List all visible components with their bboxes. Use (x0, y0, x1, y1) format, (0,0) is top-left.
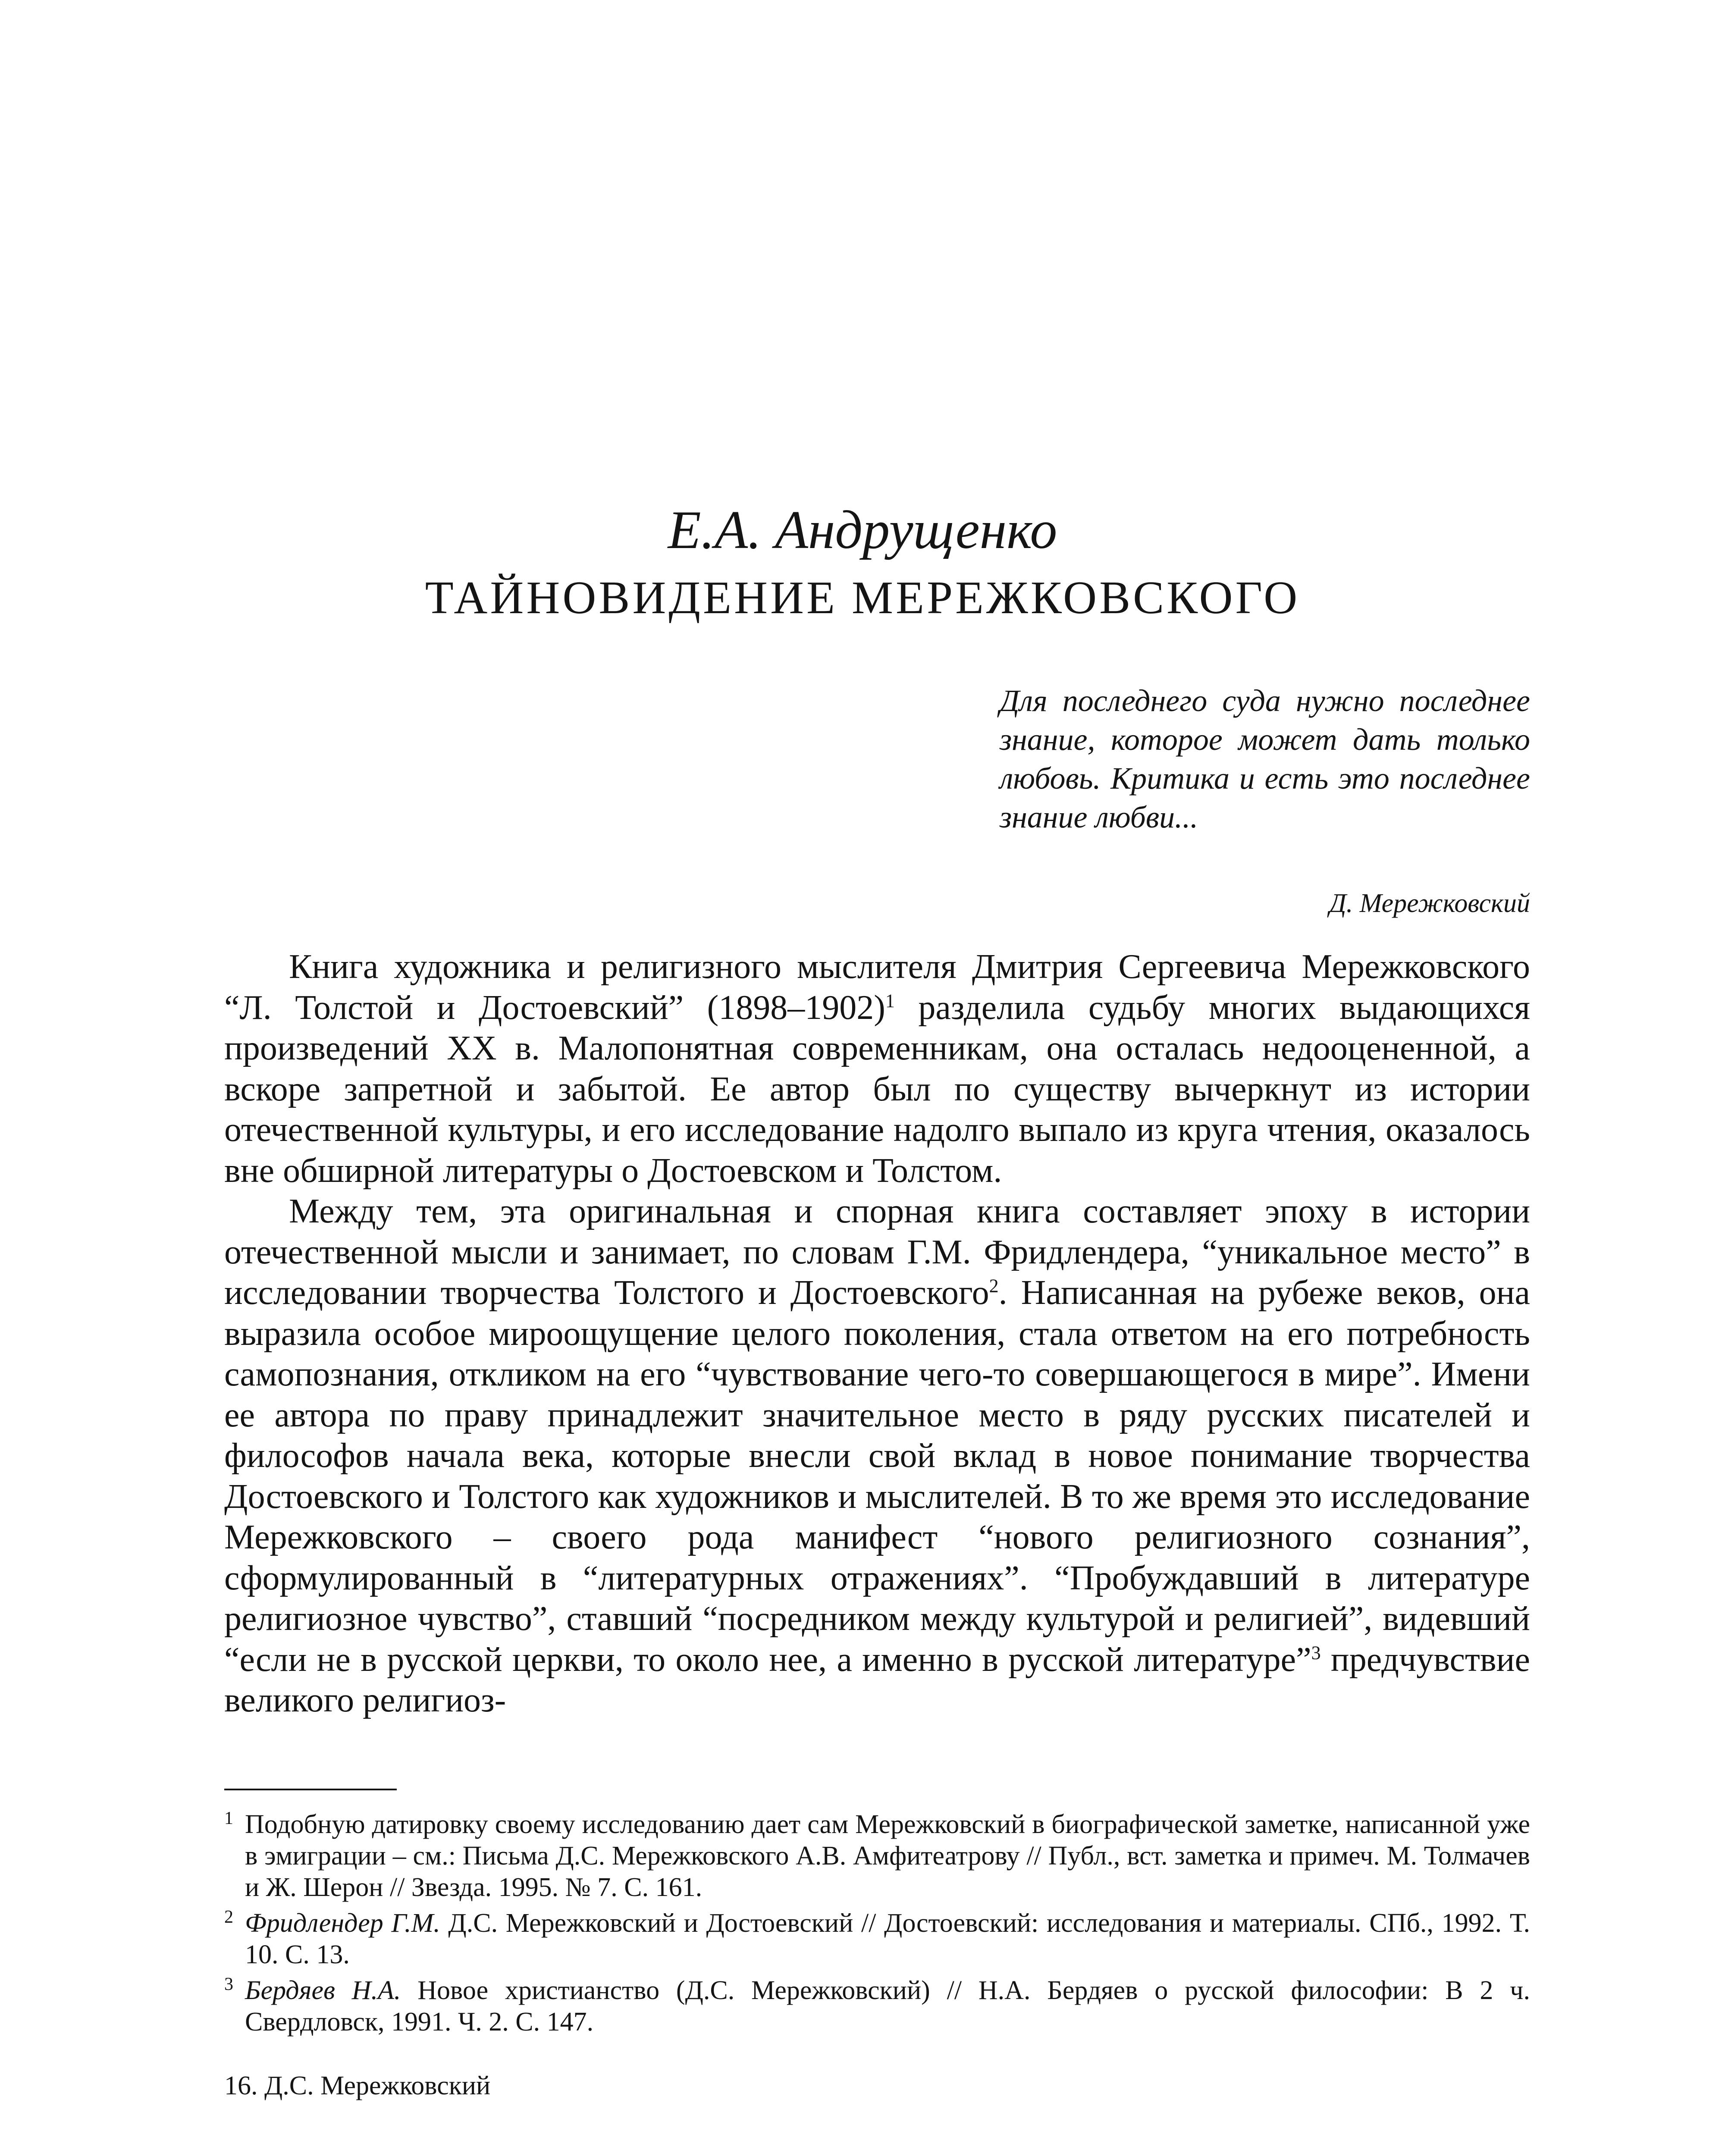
footnotes (224, 1809, 1530, 2042)
footnote-3-author: Бердяев Н.А. (245, 1976, 401, 2005)
paragraph-2-text-b: . Написанная на рубеже веков, она выразила особое мироощущение целого поколения, стала ответом на его потребность самопознания, откликом на его “чувствование чего-то совершающегося в мире”. Имени ее автора по праву принадлежит значительное место в ряду русских писателей и философов начала века, которые внесли свой вклад в новое понимание творчества Достоевского и Толстого как художников и мыслителей. В то же время это исследование Мережковского – своего рода манифест “нового религиозного сознания”, сформулированный в “литературных отражениях”. “Пробуждавший в литературе религиозное чувство”, ставший “посредником между культурой и религией”, видевший “если не в русской церкви, то около нее, а именно в русской литературе” (224, 1274, 1531, 1679)
article-title: ТАЙНОВИДЕНИЕ МЕРЕЖКОВСКОГО (425, 572, 1300, 624)
epigraph-source: Д. Мережковский (1329, 889, 1530, 918)
footnote-separator (224, 1789, 397, 1790)
footnote-3-number: 3 (224, 1974, 233, 1994)
epigraph-text: Для последнего суда нужно последнее знание, которое может дать только любовь. Критика и есть это последнее знание любви... (1000, 683, 1530, 834)
footnote-2 (224, 1908, 1530, 1971)
paragraph-2-text-c: предчувствие великого религиоз- (224, 1640, 1531, 1719)
footnote-1 (224, 1809, 1530, 1903)
footnote-3-text: Новое христианство (Д.С. Мережковский) // Н.А. Бердяев о русской философии: В 2 ч. Свердловск, 1991. Ч. 2. С. 147. (245, 1976, 1530, 2037)
article-author: Е.А. Андрущенко (668, 500, 1057, 560)
signature-mark: 16. Д.С. Мережковский (224, 2071, 491, 2100)
paragraph-1-text-b: разделила судьбу многих выдающихся произведений XX в. Малопонятная современникам, она осталась недооцененной, а вскоре запретной и забытой. Ее автор был по существу вычеркнут из истории отечественной культуры, и его исследование надолго выпало из круга чтения, оказалось вне обширной литературы о Достоевском и Толстом. (224, 988, 1530, 1190)
footnote-ref-3: 3 (1311, 1642, 1321, 1663)
epigraph (1000, 681, 1530, 837)
footnote-2-number: 2 (224, 1907, 233, 1927)
footnote-2-author: Фридлендер Г.М. (245, 1908, 440, 1938)
paragraph-1-text-a: Книга художника и религизного мыслителя Дмитрия Сергеевича Мережковского “Л. Толстой и Достоевский” (1898–1902) (224, 948, 1530, 1027)
footnote-1-text: Подобную датировку своему исследованию дает сам Мережковский в биографической заметке, написанной уже в эмиграции – см.: Письма Д.С. Мережковского А.В. Амфитеатрову // Публ., вст. заметка и примеч. М. Толмачев и Ж. Шерон // Звезда. 1995. № 7. С. 161. (245, 1810, 1530, 1902)
article-body (224, 946, 1530, 1721)
footnote-ref-1: 1 (885, 990, 895, 1011)
footnote-ref-2: 2 (989, 1275, 999, 1297)
paragraph-1 (224, 946, 1530, 1191)
paragraph-2 (224, 1191, 1530, 1721)
paragraph-2-text-a: Между тем, эта оригинальная и спорная книга составляет эпоху в истории отечественной мысли и занимает, по словам Г.М. Фридлендера, “уникальное место” в исследовании творчества Толстого и Достоевского (224, 1192, 1530, 1312)
footnote-2-text: Д.С. Мережковский и Достоевский // Достоевский: исследования и материалы. СПб., 1992. Т. 10. С. 13. (245, 1908, 1530, 1969)
footnote-3 (224, 1975, 1530, 2038)
footnote-1-number: 1 (224, 1808, 233, 1828)
